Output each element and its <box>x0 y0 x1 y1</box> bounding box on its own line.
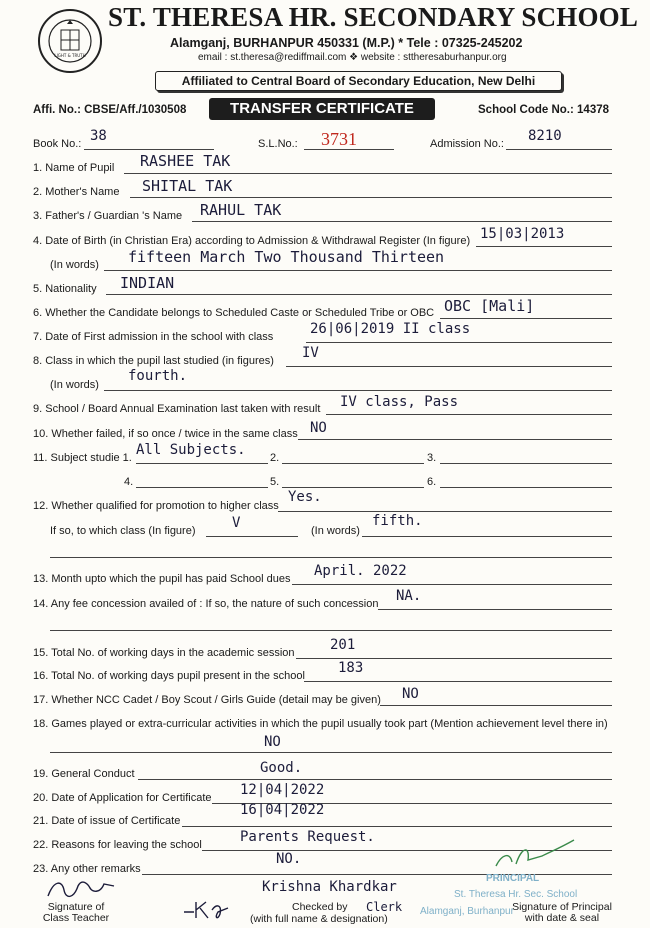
checked-by-sub: (with full name & designation) <box>250 913 388 925</box>
field-13-value: April. 2022 <box>314 563 407 579</box>
field-6-value: OBC [Mali] <box>444 297 535 315</box>
field-10-value: NO <box>310 420 327 436</box>
checked-by-label: Checked by <box>292 901 348 913</box>
field-13-label: 13. Month upto which the pupil has paid School dues <box>33 573 291 585</box>
field-17-label: 17. Whether NCC Cadet / Boy Scout / Girls Guide (detail may be given) <box>33 694 381 706</box>
field-11-num-3: 3. <box>427 452 437 464</box>
field-15-label: 15. Total No. of working days in the academic session <box>33 647 295 659</box>
school-logo-icon <box>37 8 103 74</box>
field-10-label: 10. Whether failed, if so once / twice in the same class <box>33 428 298 440</box>
field-11-label: 11. Subject studie 1. <box>33 452 132 464</box>
field-1-value: RASHEE TAK <box>140 152 231 170</box>
field-23-value: NO. <box>276 851 302 867</box>
field-12-words-value: fifth. <box>372 513 423 529</box>
book-no-value: 38 <box>90 128 107 144</box>
class-teacher-label: Signature of Class Teacher <box>42 901 110 924</box>
checked-by-name: Krishna Khardkar <box>262 879 397 895</box>
field-5-value: INDIAN <box>120 274 175 292</box>
field-4-label: 4. Date of Birth (in Christian Era) according to Admission & Withdrawal Register (In figure) <box>33 235 471 247</box>
field-16-value: 183 <box>338 660 364 676</box>
field-12-sub-value: V <box>232 515 241 531</box>
field-4-words-label: (In words) <box>50 259 99 271</box>
field-8-words-label: (In words) <box>50 379 99 391</box>
field-11-num-5: 5. <box>270 476 280 488</box>
certificate-title: TRANSFER CERTIFICATE <box>209 98 435 120</box>
field-12-sub-label: If so, to which class (In figure) <box>50 525 196 537</box>
affiliation-number: Affi. No.: CBSE/Aff./1030508 <box>33 104 187 116</box>
field-22-value: Parents Request. <box>240 829 375 845</box>
field-3-label: 3. Father's / Guardian 's Name <box>33 210 183 222</box>
checked-by-role: Clerk <box>366 900 403 914</box>
logo-motto: LIGHT & TRUTH <box>54 53 86 58</box>
field-19-label: 19. General Conduct <box>33 768 135 780</box>
field-21-label: 21. Date of issue of Certificate <box>33 815 181 827</box>
field-21-value: 16|04|2022 <box>240 802 325 818</box>
admission-no-label: Admission No.: <box>430 138 504 150</box>
field-16-label: 16. Total No. of working days pupil present in the school <box>33 670 305 682</box>
field-4-value: 15|03|2013 <box>480 226 565 242</box>
field-4-words-value: fifteen March Two Thousand Thirteen <box>128 248 445 266</box>
field-8-value: IV <box>302 345 319 361</box>
field-20-value: 12|04|2022 <box>240 782 325 798</box>
sl-no-value: 3731 <box>321 129 357 149</box>
field-12-label: 12. Whether qualified for promotion to higher class <box>33 500 279 512</box>
field-8-label: 8. Class in which the pupil last studied (in figures) <box>33 355 274 367</box>
field-3-value: RAHUL TAK <box>200 201 282 219</box>
principal-stamp-address: Alamganj, Burhanpur <box>420 906 514 917</box>
book-no-label: Book No.: <box>33 138 82 150</box>
field-9-label: 9. School / Board Annual Examination last taken with result <box>33 403 321 415</box>
field-12-words-label: (In words) <box>311 525 360 537</box>
field-12-value: Yes. <box>288 489 322 505</box>
principal-signature <box>490 836 580 876</box>
principal-stamp-school: St. Theresa Hr. Sec. School <box>454 889 578 900</box>
field-11-num-6: 6. <box>427 476 437 488</box>
sl-no-label: S.L.No.: <box>258 138 298 150</box>
field-9-value: IV class, Pass <box>340 394 459 410</box>
field-18-label: 18. Games played or extra-curricular activities in which the pupil usually took part (Mention achievement level there in) <box>33 718 608 730</box>
initials-signature <box>180 896 240 922</box>
field-7-label: 7. Date of First admission in the school with class <box>33 331 274 343</box>
field-7-value: 26|06|2019 II class <box>310 321 471 337</box>
field-11-num-2: 2. <box>270 452 280 464</box>
field-5-label: 5. Nationality <box>33 283 97 295</box>
field-20-label: 20. Date of Application for Certificate <box>33 792 212 804</box>
field-19-value: Good. <box>260 760 303 776</box>
field-2-label: 2. Mother's Name <box>33 186 120 198</box>
field-23-label: 23. Any other remarks <box>33 863 141 875</box>
field-14-value: NA. <box>396 588 422 604</box>
field-6-label: 6. Whether the Candidate belongs to Scheduled Caste or Scheduled Tribe or OBC <box>33 307 435 319</box>
field-1-label: 1. Name of Pupil <box>33 162 115 174</box>
class-teacher-signature <box>44 876 124 902</box>
field-18-value: NO <box>264 734 281 750</box>
admission-no-value: 8210 <box>528 128 562 144</box>
school-name: ST. THERESA HR. SECONDARY SCHOOL <box>108 2 639 32</box>
field-11-num-4: 4. <box>124 476 134 488</box>
affiliation-banner: Affiliated to Central Board of Secondary Education, New Delhi <box>155 71 562 91</box>
field-17-value: NO <box>402 686 419 702</box>
field-11-value: All Subjects. <box>136 442 246 458</box>
field-14-label: 14. Any fee concession availed of : If so, the nature of such concession <box>33 598 379 610</box>
school-code: School Code No.: 14378 <box>478 104 610 116</box>
principal-stamp-title: PRINCIPAL <box>486 873 540 884</box>
school-contact: email : st.theresa@rediffmail.com ❖ website : sttheresaburhanpur.org <box>198 52 507 63</box>
field-22-label: 22. Reasons for leaving the school <box>33 839 202 851</box>
school-address: Alamganj, BURHANPUR 450331 (M.P.) * Tele : 07325-245202 <box>170 36 523 50</box>
field-15-value: 201 <box>330 637 356 653</box>
principal-label: Signature of Principal with date & seal <box>512 901 612 924</box>
field-2-value: SHITAL TAK <box>142 177 233 195</box>
field-8-words-value: fourth. <box>128 368 188 384</box>
